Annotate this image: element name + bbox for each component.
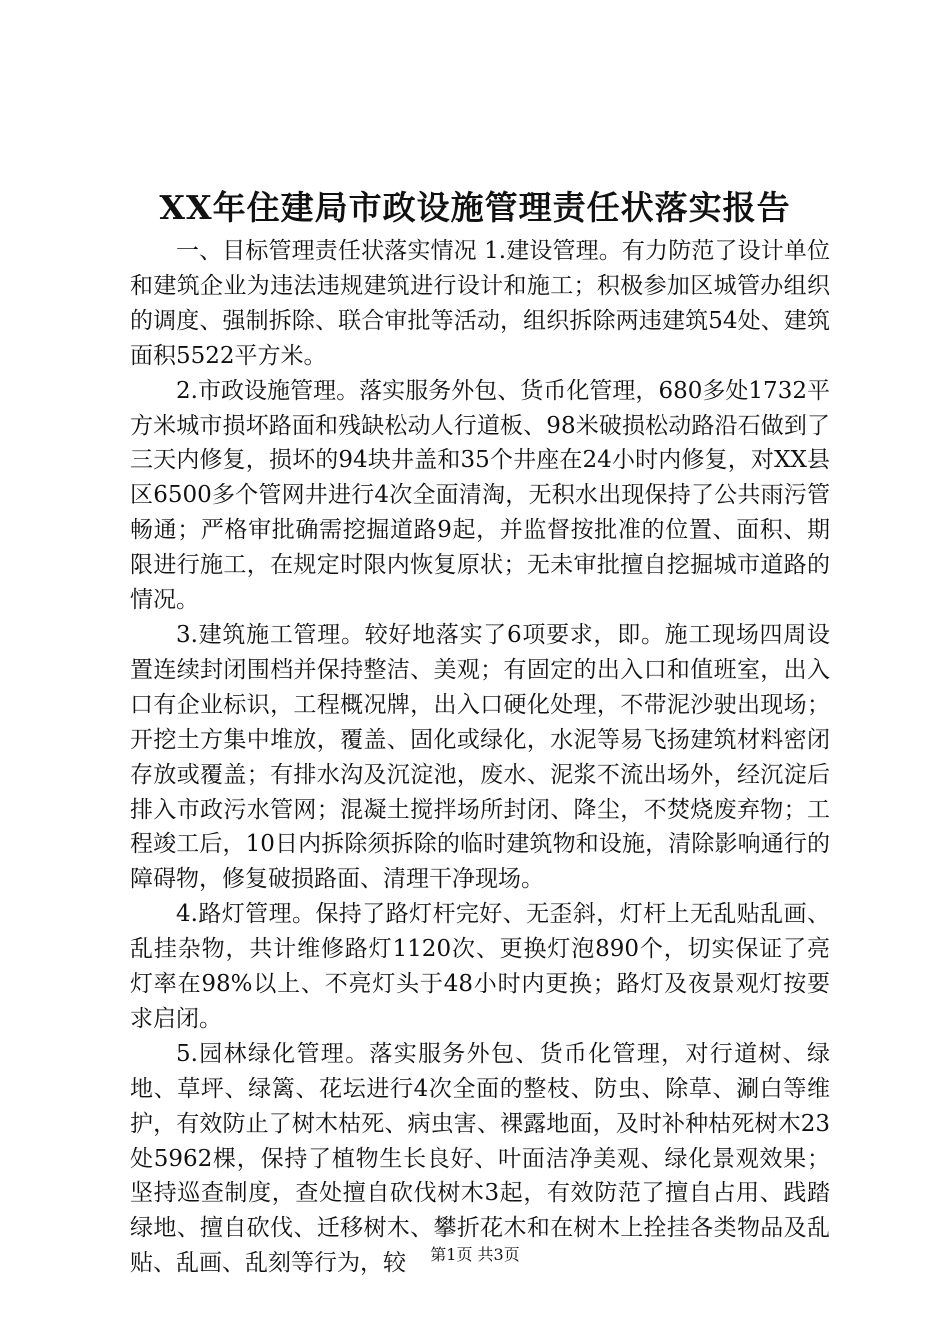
paragraph-construction-management: 3.建筑施工管理。较好地落实了6项要求，即。施工现场四周设置连续封闭围档并保持整洁、美观；有固定的出入口和值班室，出入口有企业标识，工程概况牌，出入口硬化处理，不带泥沙驶出现场；开挖土方集中堆放，覆盖、固化或绿化，水泥等易飞扬建筑材料密闭存放或覆盖；有排水沟及沉淀池，废水、泥浆不流出场外，经沉淀后排入市政污水管网；混凝土搅拌场所封闭、降尘，不焚烧废弃物；工程竣工后，10日内拆除须拆除的临时建筑物和设施，清除影响通行的障碍物，修复破损路面、清理干净现场。 [130,621,830,893]
paragraph-municipal-facilities: 2.市政设施管理。落实服务外包、货币化管理，680多处1732平方米城市损坏路面和残缺松动人行道板、98米破损松动路沿石做到了三天内修复，损坏的94块井盖和35个井座在24小时内修复，对XX县区6500多个管网井进行4次全面清淘，无积水出现保持了公共雨污管畅通；严格审批确需挖掘道路9起，并监督按批准的位置、面积、期限进行施工，在规定时限内恢复原状；无未审批擅自挖掘城市道路的情况。 [130,377,830,614]
paragraph-street-lights: 4.路灯管理。保持了路灯杆完好、无歪斜，灯杆上无乱贴乱画、乱挂杂物，共计维修路灯1120次、更换灯泡890个，切实保证了亮灯率在98%以上、不亮灯头于48小时内更换；路灯及夜景观灯按要求启闭。 [130,901,830,1032]
document-body [130,234,830,1281]
paragraph-target-management: 一、目标管理责任状落实情况 1.建设管理。有力防范了设计单位和建筑企业为违法违规建筑进行设计和施工；积极参加区城管办组织的调度、强制拆除、联合审批等活动，组织拆除两违建筑54处、建筑面积5522平方米。 [130,238,830,369]
paragraph-landscaping: 5.园林绿化管理。落实服务外包、货币化管理，对行道树、绿地、草坪、绿篱、花坛进行4次全面的整枝、防虫、除草、涮白等维护，有效防止了树木枯死、病虫害、裸露地面，及时补种枯死树木23处5962棵，保持了植物生长良好、叶面洁净美观、绿化景观效果；坚持巡查制度，查处擅自砍伐树木3起，有效防范了擅自占用、践踏绿地、擅自砍伐、迁移树木、攀折花木和在树木上拴挂各类物品及乱贴、乱画、乱刻等行为，较 [130,1040,830,1277]
document-title: XX年住建局市政设施管理责任状落实报告 [159,188,791,227]
page-footer: 第1页 共3页 [430,1245,520,1264]
